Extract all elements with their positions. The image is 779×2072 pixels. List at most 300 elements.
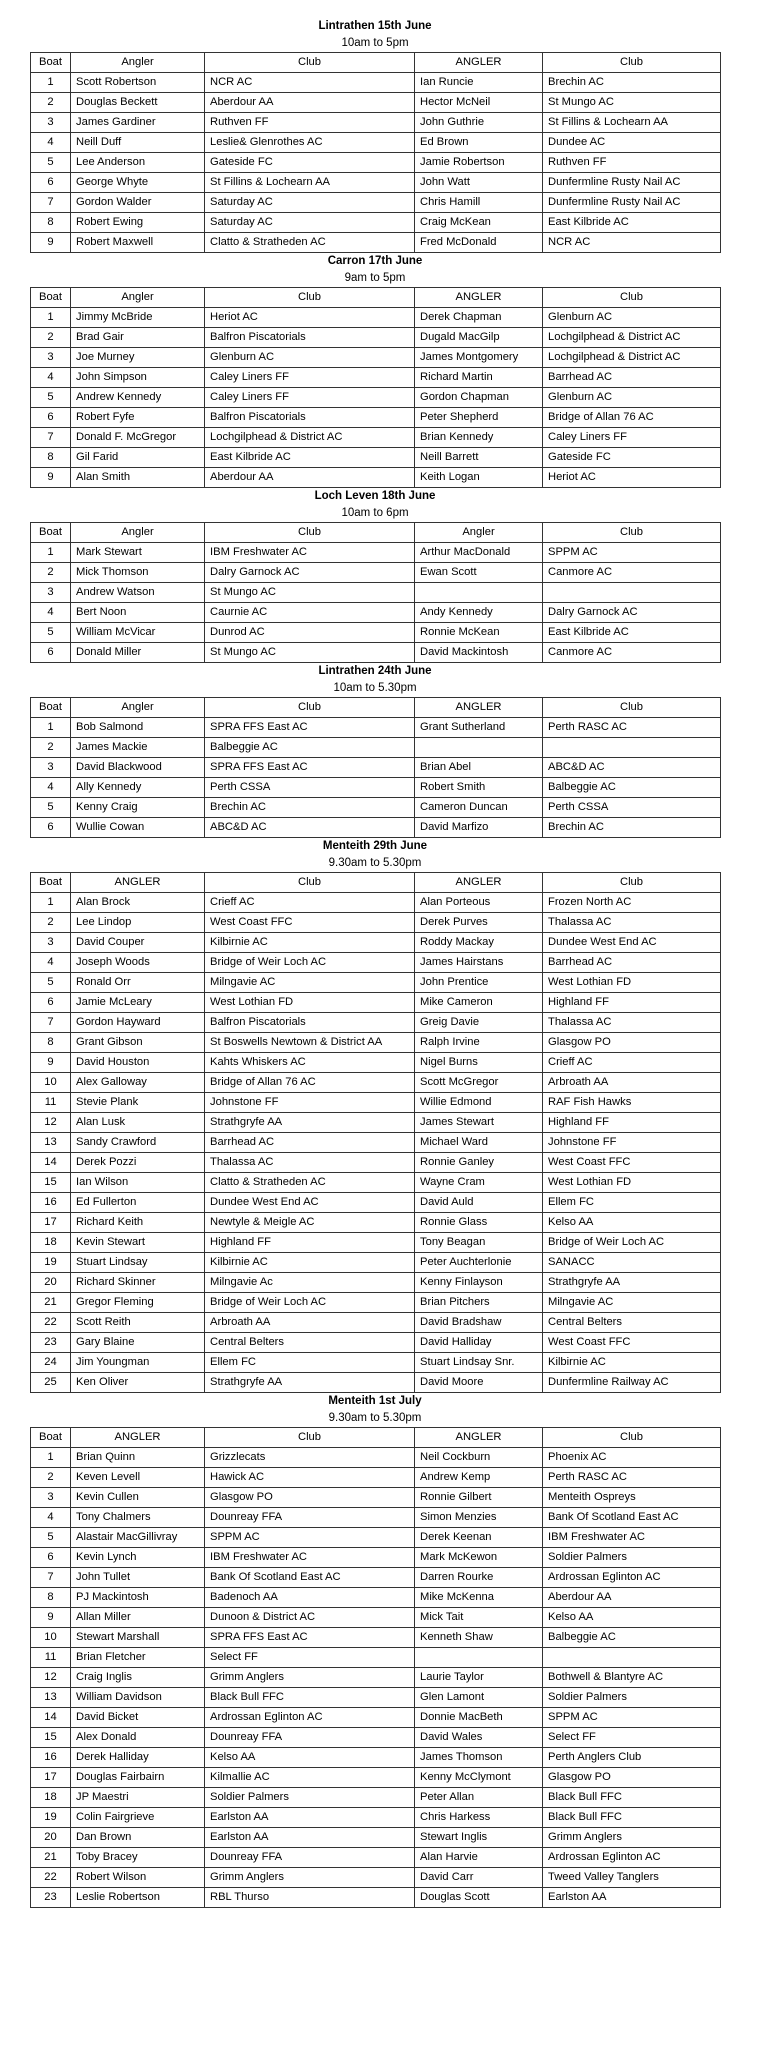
- angler-cell: Richard Martin: [415, 368, 543, 388]
- boat-number-cell: 6: [31, 993, 71, 1013]
- boat-number-cell: 20: [31, 1273, 71, 1293]
- boat-number-cell: 2: [31, 93, 71, 113]
- table-row: [31, 173, 721, 193]
- boat-number-cell: 5: [31, 623, 71, 643]
- boat-number-cell: 2: [31, 1468, 71, 1488]
- table-row: [31, 388, 721, 408]
- table-row: [31, 603, 721, 623]
- club-cell: Caley Liners FF: [205, 368, 415, 388]
- table-row: [31, 1333, 721, 1353]
- boat-number-cell: 19: [31, 1808, 71, 1828]
- club-cell: Black Bull FFC: [205, 1688, 415, 1708]
- angler-cell: Douglas Scott: [415, 1888, 543, 1908]
- club-cell: Arbroath AA: [543, 1073, 721, 1093]
- column-header: Boat: [31, 873, 71, 893]
- angler-cell: Robert Fyfe: [71, 408, 205, 428]
- boat-number-cell: 11: [31, 1093, 71, 1113]
- angler-cell: Ian Wilson: [71, 1173, 205, 1193]
- boat-number-cell: 3: [31, 933, 71, 953]
- club-cell: Dundee AC: [543, 133, 721, 153]
- club-cell: St Mungo AC: [205, 643, 415, 663]
- club-cell: Thalassa AC: [543, 913, 721, 933]
- table-header-row: [31, 523, 721, 543]
- club-cell: West Coast FFC: [543, 1333, 721, 1353]
- club-cell: Earlston AA: [205, 1828, 415, 1848]
- angler-cell: Dan Brown: [71, 1828, 205, 1848]
- angler-cell: Ronnie Gilbert: [415, 1488, 543, 1508]
- boat-number-cell: 9: [31, 1608, 71, 1628]
- boat-number-cell: 2: [31, 913, 71, 933]
- club-cell: Crieff AC: [205, 893, 415, 913]
- table-header-row: [31, 698, 721, 718]
- angler-cell: Ewan Scott: [415, 563, 543, 583]
- club-cell: Select FF: [543, 1728, 721, 1748]
- table-row: [31, 1668, 721, 1688]
- column-header: Club: [543, 1428, 721, 1448]
- session-title: Loch Leven 18th June: [314, 490, 436, 502]
- club-cell: Balfron Piscatorials: [205, 1013, 415, 1033]
- session-time: 10am to 6pm: [341, 507, 409, 519]
- club-cell: Bank Of Scotland East AC: [205, 1568, 415, 1588]
- club-cell: SPPM AC: [543, 1708, 721, 1728]
- column-header: Club: [543, 698, 721, 718]
- session-title: Lintrathen 15th June: [318, 20, 432, 32]
- club-cell: Soldier Palmers: [205, 1788, 415, 1808]
- column-header: ANGLER: [71, 873, 205, 893]
- table-row: [31, 1073, 721, 1093]
- table-row: [31, 1508, 721, 1528]
- table-header-row: [31, 873, 721, 893]
- table-row: [31, 1213, 721, 1233]
- angler-cell: Craig McKean: [415, 213, 543, 233]
- table-row: [31, 1273, 721, 1293]
- angler-cell: Simon Menzies: [415, 1508, 543, 1528]
- club-cell: Clatto & Stratheden AC: [205, 1173, 415, 1193]
- angler-cell: David Mackintosh: [415, 643, 543, 663]
- boat-number-cell: 9: [31, 468, 71, 488]
- boat-draw-table: [30, 697, 721, 838]
- angler-cell: Dugald MacGilp: [415, 328, 543, 348]
- club-cell: Glenburn AC: [543, 388, 721, 408]
- boat-number-cell: 18: [31, 1233, 71, 1253]
- angler-cell: Toby Bracey: [71, 1848, 205, 1868]
- club-cell: Bridge of Weir Loch AC: [205, 1293, 415, 1313]
- angler-cell: Chris Hamill: [415, 193, 543, 213]
- angler-cell: Ronnie Glass: [415, 1213, 543, 1233]
- club-cell: IBM Freshwater AC: [205, 1548, 415, 1568]
- club-cell: Canmore AC: [543, 643, 721, 663]
- boat-number-cell: 12: [31, 1668, 71, 1688]
- angler-cell: Derek Purves: [415, 913, 543, 933]
- boat-number-cell: 16: [31, 1193, 71, 1213]
- boat-number-cell: 25: [31, 1373, 71, 1393]
- boat-number-cell: 10: [31, 1073, 71, 1093]
- club-cell: IBM Freshwater AC: [543, 1528, 721, 1548]
- angler-cell: Neil Cockburn: [415, 1448, 543, 1468]
- angler-cell: Brian Fletcher: [71, 1648, 205, 1668]
- boat-draw-table: [30, 52, 721, 253]
- table-row: [31, 1253, 721, 1273]
- club-cell: West Lothian FD: [205, 993, 415, 1013]
- column-header: Club: [205, 53, 415, 73]
- boat-number-cell: 21: [31, 1848, 71, 1868]
- table-row: [31, 1588, 721, 1608]
- angler-cell: Michael Ward: [415, 1133, 543, 1153]
- angler-cell: Derek Chapman: [415, 308, 543, 328]
- club-cell: Caurnie AC: [205, 603, 415, 623]
- club-cell: Glasgow PO: [205, 1488, 415, 1508]
- club-cell: Perth CSSA: [205, 778, 415, 798]
- club-cell: Brechin AC: [543, 73, 721, 93]
- angler-cell: Robert Ewing: [71, 213, 205, 233]
- table-row: [31, 1468, 721, 1488]
- angler-cell: David Auld: [415, 1193, 543, 1213]
- club-cell: Caley Liners FF: [205, 388, 415, 408]
- boat-number-cell: 4: [31, 368, 71, 388]
- club-cell: Bridge of Allan 76 AC: [543, 408, 721, 428]
- club-cell: Kilmallie AC: [205, 1768, 415, 1788]
- table-row: [31, 893, 721, 913]
- angler-cell: Nigel Burns: [415, 1053, 543, 1073]
- boat-number-cell: 12: [31, 1113, 71, 1133]
- angler-cell: Colin Fairgrieve: [71, 1808, 205, 1828]
- boat-number-cell: 3: [31, 583, 71, 603]
- club-cell: Strathgryfe AA: [205, 1373, 415, 1393]
- table-row: [31, 1788, 721, 1808]
- boat-number-cell: 6: [31, 643, 71, 663]
- boat-number-cell: 1: [31, 543, 71, 563]
- angler-cell: Arthur MacDonald: [415, 543, 543, 563]
- column-header: Club: [205, 288, 415, 308]
- boat-number-cell: 3: [31, 758, 71, 778]
- angler-cell: John Simpson: [71, 368, 205, 388]
- club-cell: Phoenix AC: [543, 1448, 721, 1468]
- session-section: [30, 488, 720, 663]
- document: [30, 18, 720, 1908]
- column-header: Club: [543, 873, 721, 893]
- club-cell: Heriot AC: [543, 468, 721, 488]
- angler-cell: Mike McKenna: [415, 1588, 543, 1608]
- boat-number-cell: 18: [31, 1788, 71, 1808]
- angler-cell: JP Maestri: [71, 1788, 205, 1808]
- club-cell: Bothwell & Blantyre AC: [543, 1668, 721, 1688]
- angler-cell: Andrew Kennedy: [71, 388, 205, 408]
- table-row: [31, 1828, 721, 1848]
- boat-number-cell: 1: [31, 718, 71, 738]
- angler-cell: Grant Gibson: [71, 1033, 205, 1053]
- boat-number-cell: 11: [31, 1648, 71, 1668]
- angler-cell: Ian Runcie: [415, 73, 543, 93]
- angler-cell: Leslie Robertson: [71, 1888, 205, 1908]
- club-cell: Brechin AC: [205, 798, 415, 818]
- angler-cell: Craig Inglis: [71, 1668, 205, 1688]
- angler-cell: [415, 583, 543, 603]
- angler-cell: Brad Gair: [71, 328, 205, 348]
- club-cell: [543, 583, 721, 603]
- table-row: [31, 1053, 721, 1073]
- boat-number-cell: 21: [31, 1293, 71, 1313]
- boat-number-cell: 3: [31, 1488, 71, 1508]
- angler-cell: David Wales: [415, 1728, 543, 1748]
- table-row: [31, 153, 721, 173]
- club-cell: Dalry Garnock AC: [205, 563, 415, 583]
- column-header: ANGLER: [415, 873, 543, 893]
- session-time: 9am to 5pm: [344, 272, 406, 284]
- session-section: [30, 838, 720, 1393]
- angler-cell: Scott Robertson: [71, 73, 205, 93]
- club-cell: ABC&D AC: [205, 818, 415, 838]
- club-cell: Highland FF: [543, 993, 721, 1013]
- table-row: [31, 778, 721, 798]
- boat-number-cell: 9: [31, 1053, 71, 1073]
- boat-number-cell: 9: [31, 233, 71, 253]
- angler-cell: Fred McDonald: [415, 233, 543, 253]
- angler-cell: Kenny Finlayson: [415, 1273, 543, 1293]
- angler-cell: Mick Tait: [415, 1608, 543, 1628]
- club-cell: SPPM AC: [205, 1528, 415, 1548]
- angler-cell: George Whyte: [71, 173, 205, 193]
- club-cell: Central Belters: [205, 1333, 415, 1353]
- angler-cell: Mike Cameron: [415, 993, 543, 1013]
- table-row: [31, 1628, 721, 1648]
- boat-number-cell: 8: [31, 1033, 71, 1053]
- boat-draw-table: [30, 522, 721, 663]
- column-header: Club: [205, 698, 415, 718]
- boat-number-cell: 7: [31, 1568, 71, 1588]
- column-header: Angler: [415, 523, 543, 543]
- table-row: [31, 1033, 721, 1053]
- club-cell: Glasgow PO: [543, 1768, 721, 1788]
- boat-number-cell: 1: [31, 73, 71, 93]
- club-cell: Balbeggie AC: [543, 778, 721, 798]
- club-cell: Barrhead AC: [205, 1133, 415, 1153]
- table-row: [31, 408, 721, 428]
- boat-draw-table: [30, 287, 721, 488]
- table-row: [31, 1688, 721, 1708]
- club-cell: Dunfermline Rusty Nail AC: [543, 193, 721, 213]
- table-row: [31, 1748, 721, 1768]
- club-cell: Black Bull FFC: [543, 1808, 721, 1828]
- club-cell: Bank Of Scotland East AC: [543, 1508, 721, 1528]
- table-row: [31, 953, 721, 973]
- table-row: [31, 1093, 721, 1113]
- session-title: Menteith 29th June: [322, 840, 428, 852]
- club-cell: Arbroath AA: [205, 1313, 415, 1333]
- angler-cell: Robert Smith: [415, 778, 543, 798]
- table-row: [31, 1488, 721, 1508]
- club-cell: West Lothian FD: [543, 973, 721, 993]
- club-cell: Bridge of Weir Loch AC: [205, 953, 415, 973]
- club-cell: West Coast FFC: [543, 1153, 721, 1173]
- table-row: [31, 193, 721, 213]
- column-header: ANGLER: [415, 53, 543, 73]
- column-header: Angler: [71, 288, 205, 308]
- angler-cell: Laurie Taylor: [415, 1668, 543, 1688]
- club-cell: NCR AC: [205, 73, 415, 93]
- club-cell: Strathgryfe AA: [543, 1273, 721, 1293]
- angler-cell: David Moore: [415, 1373, 543, 1393]
- angler-cell: David Blackwood: [71, 758, 205, 778]
- angler-cell: Alan Brock: [71, 893, 205, 913]
- club-cell: Perth Anglers Club: [543, 1748, 721, 1768]
- club-cell: Frozen North AC: [543, 893, 721, 913]
- boat-number-cell: 1: [31, 308, 71, 328]
- club-cell: Kelso AA: [205, 1748, 415, 1768]
- angler-cell: David Couper: [71, 933, 205, 953]
- club-cell: Badenoch AA: [205, 1588, 415, 1608]
- club-cell: Thalassa AC: [543, 1013, 721, 1033]
- column-header: Boat: [31, 698, 71, 718]
- boat-number-cell: 15: [31, 1728, 71, 1748]
- table-row: [31, 73, 721, 93]
- angler-cell: Richard Skinner: [71, 1273, 205, 1293]
- session-section: [30, 253, 720, 488]
- club-cell: Hawick AC: [205, 1468, 415, 1488]
- angler-cell: Bob Salmond: [71, 718, 205, 738]
- club-cell: Barrhead AC: [543, 953, 721, 973]
- club-cell: Heriot AC: [205, 308, 415, 328]
- club-cell: Grimm Anglers: [543, 1828, 721, 1848]
- boat-number-cell: 14: [31, 1153, 71, 1173]
- angler-cell: Hector McNeil: [415, 93, 543, 113]
- table-row: [31, 1313, 721, 1333]
- boat-number-cell: 5: [31, 153, 71, 173]
- club-cell: Newtyle & Meigle AC: [205, 1213, 415, 1233]
- angler-cell: PJ Mackintosh: [71, 1588, 205, 1608]
- club-cell: RBL Thurso: [205, 1888, 415, 1908]
- angler-cell: John Prentice: [415, 973, 543, 993]
- angler-cell: John Watt: [415, 173, 543, 193]
- club-cell: SPRA FFS East AC: [205, 718, 415, 738]
- boat-number-cell: 8: [31, 448, 71, 468]
- club-cell: Ellem FC: [543, 1193, 721, 1213]
- club-cell: Leslie& Glenrothes AC: [205, 133, 415, 153]
- club-cell: Lochgilphead & District AC: [543, 348, 721, 368]
- club-cell: Balfron Piscatorials: [205, 328, 415, 348]
- club-cell: Crieff AC: [543, 1053, 721, 1073]
- club-cell: Lochgilphead & District AC: [205, 428, 415, 448]
- angler-cell: Jimmy McBride: [71, 308, 205, 328]
- column-header: Club: [205, 873, 415, 893]
- table-row: [31, 563, 721, 583]
- club-cell: Strathgryfe AA: [205, 1113, 415, 1133]
- angler-cell: David Bicket: [71, 1708, 205, 1728]
- table-row: [31, 428, 721, 448]
- angler-cell: Mark McKewon: [415, 1548, 543, 1568]
- boat-number-cell: 5: [31, 798, 71, 818]
- boat-number-cell: 19: [31, 1253, 71, 1273]
- club-cell: Saturday AC: [205, 213, 415, 233]
- club-cell: St Fillins & Lochearn AA: [205, 173, 415, 193]
- boat-number-cell: 5: [31, 973, 71, 993]
- club-cell: Black Bull FFC: [543, 1788, 721, 1808]
- table-row: [31, 623, 721, 643]
- table-row: [31, 818, 721, 838]
- club-cell: Kilbirnie AC: [543, 1353, 721, 1373]
- club-cell: [543, 738, 721, 758]
- club-cell: Highland FF: [205, 1233, 415, 1253]
- boat-number-cell: 13: [31, 1133, 71, 1153]
- table-row: [31, 1708, 721, 1728]
- angler-cell: David Bradshaw: [415, 1313, 543, 1333]
- club-cell: SANACC: [543, 1253, 721, 1273]
- table-row: [31, 643, 721, 663]
- boat-number-cell: 3: [31, 113, 71, 133]
- table-row: [31, 1233, 721, 1253]
- club-cell: Tweed Valley Tanglers: [543, 1868, 721, 1888]
- club-cell: RAF Fish Hawks: [543, 1093, 721, 1113]
- angler-cell: Ken Oliver: [71, 1373, 205, 1393]
- angler-cell: Darren Rourke: [415, 1568, 543, 1588]
- club-cell: SPRA FFS East AC: [205, 1628, 415, 1648]
- club-cell: Lochgilphead & District AC: [543, 328, 721, 348]
- boat-number-cell: 14: [31, 1708, 71, 1728]
- club-cell: Clatto & Stratheden AC: [205, 233, 415, 253]
- table-row: [31, 368, 721, 388]
- club-cell: Perth CSSA: [543, 798, 721, 818]
- club-cell: Thalassa AC: [205, 1153, 415, 1173]
- club-cell: Dunrod AC: [205, 623, 415, 643]
- table-row: [31, 1013, 721, 1033]
- boat-number-cell: 22: [31, 1868, 71, 1888]
- boat-number-cell: 6: [31, 173, 71, 193]
- club-cell: Balbeggie AC: [543, 1628, 721, 1648]
- angler-cell: Alastair MacGillivray: [71, 1528, 205, 1548]
- angler-cell: Stuart Lindsay Snr.: [415, 1353, 543, 1373]
- angler-cell: Peter Shepherd: [415, 408, 543, 428]
- angler-cell: Lee Anderson: [71, 153, 205, 173]
- table-row: [31, 1193, 721, 1213]
- club-cell: East Kilbride AC: [543, 623, 721, 643]
- boat-number-cell: 7: [31, 193, 71, 213]
- angler-cell: Lee Lindop: [71, 913, 205, 933]
- session-time: 10am to 5pm: [341, 37, 409, 49]
- club-cell: Johnstone FF: [205, 1093, 415, 1113]
- boat-number-cell: 1: [31, 893, 71, 913]
- session-time: 9.30am to 5.30pm: [328, 857, 422, 869]
- angler-cell: James Stewart: [415, 1113, 543, 1133]
- club-cell: IBM Freshwater AC: [205, 543, 415, 563]
- club-cell: Aberdour AA: [205, 468, 415, 488]
- club-cell: Johnstone FF: [543, 1133, 721, 1153]
- boat-number-cell: 6: [31, 408, 71, 428]
- boat-number-cell: 17: [31, 1768, 71, 1788]
- column-header: Angler: [71, 523, 205, 543]
- angler-cell: James Gardiner: [71, 113, 205, 133]
- club-cell: Ardrossan Eglinton AC: [205, 1708, 415, 1728]
- table-row: [31, 328, 721, 348]
- angler-cell: Donald Miller: [71, 643, 205, 663]
- club-cell: Dundee West End AC: [543, 933, 721, 953]
- angler-cell: Peter Auchterlonie: [415, 1253, 543, 1273]
- angler-cell: William Davidson: [71, 1688, 205, 1708]
- boat-number-cell: 22: [31, 1313, 71, 1333]
- angler-cell: Kenny Craig: [71, 798, 205, 818]
- angler-cell: Greig Davie: [415, 1013, 543, 1033]
- boat-number-cell: 7: [31, 428, 71, 448]
- club-cell: Select FF: [205, 1648, 415, 1668]
- club-cell: Soldier Palmers: [543, 1688, 721, 1708]
- angler-cell: Brian Pitchers: [415, 1293, 543, 1313]
- angler-cell: Willie Edmond: [415, 1093, 543, 1113]
- angler-cell: Ronald Orr: [71, 973, 205, 993]
- column-header: Angler: [71, 53, 205, 73]
- boat-number-cell: 8: [31, 213, 71, 233]
- club-cell: Soldier Palmers: [543, 1548, 721, 1568]
- session-title: Carron 17th June: [327, 255, 423, 267]
- angler-cell: Stuart Lindsay: [71, 1253, 205, 1273]
- club-cell: Grimm Anglers: [205, 1868, 415, 1888]
